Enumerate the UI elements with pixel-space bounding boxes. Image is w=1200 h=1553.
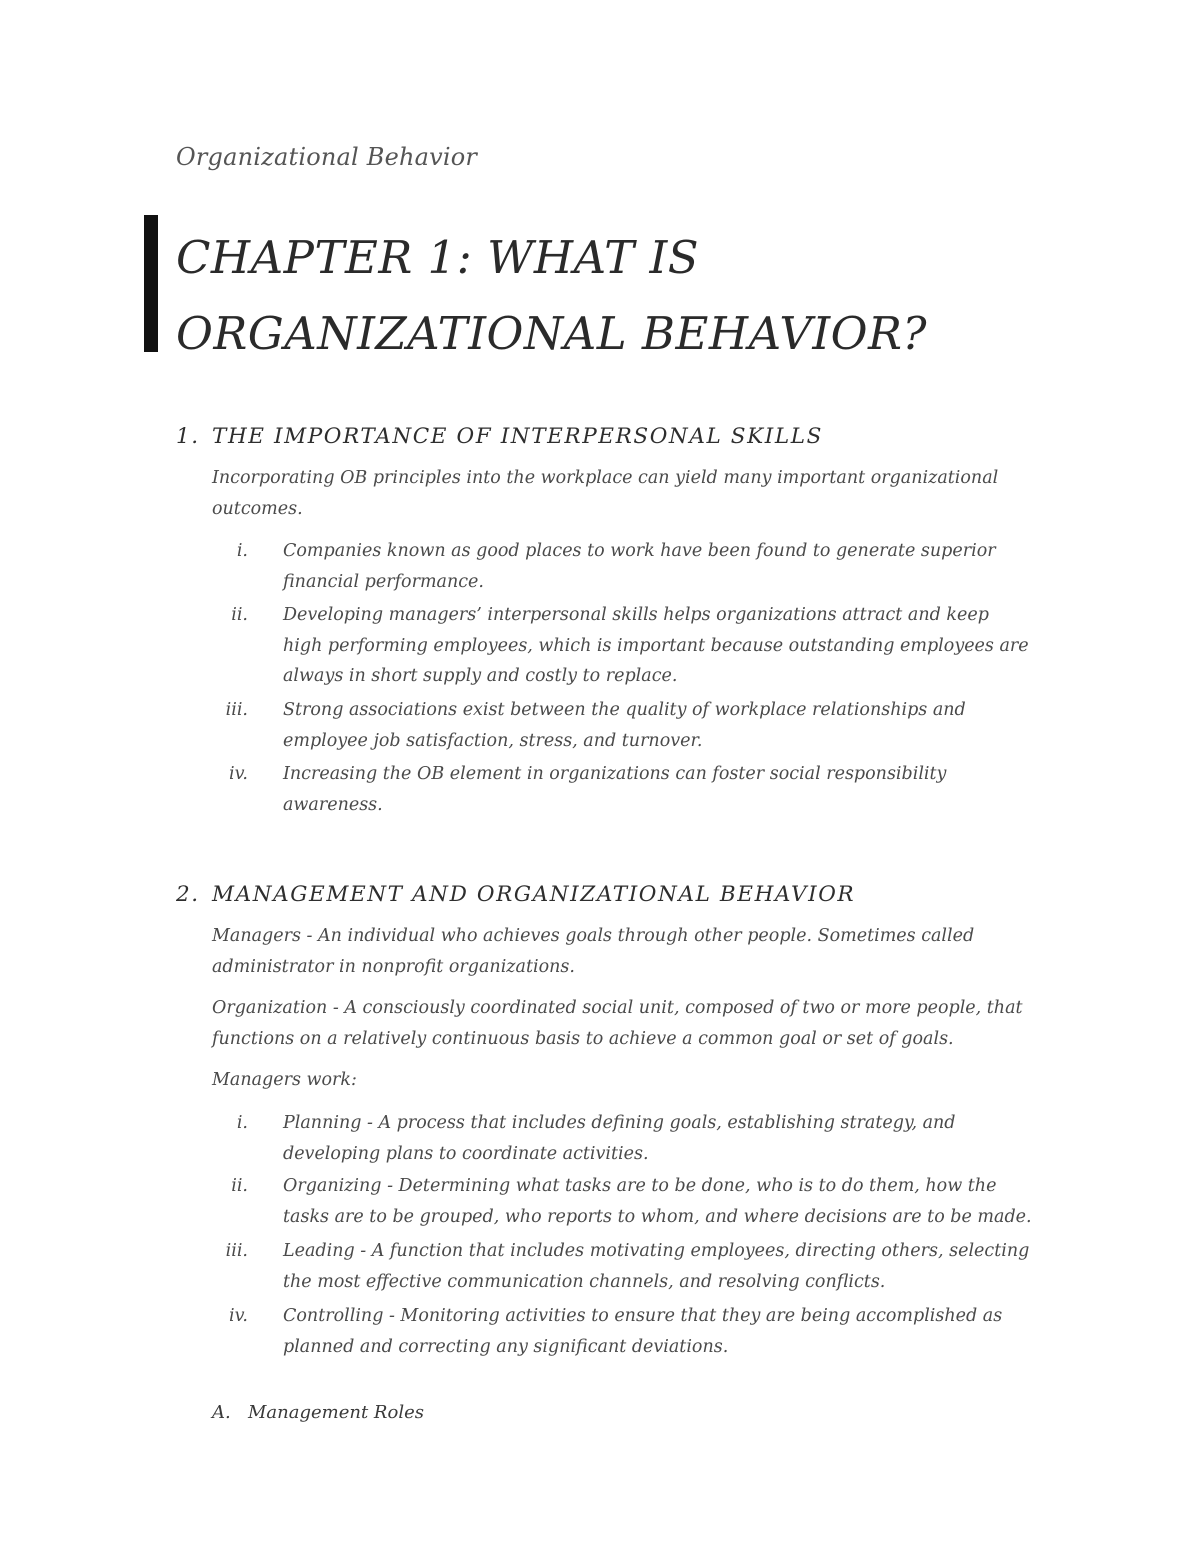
chapter-accent-bar — [144, 215, 158, 352]
list-item-text: Increasing the OB element in organizations can foster social responsibility awareness. — [283, 764, 947, 815]
chapter-title — [176, 220, 1076, 372]
managers-definition: Managers - An individual who achieves goals through other people. Sometimes called administrator in nonprofit organizations. — [212, 926, 975, 977]
list-marker: iii. — [225, 700, 248, 720]
chapter-title-line2: ORGANIZATIONAL BEHAVIOR? — [176, 307, 928, 360]
section-number: 2. — [176, 882, 200, 907]
section-number: 1. — [176, 424, 200, 449]
list-marker: ii. — [231, 605, 248, 625]
list-marker: iv. — [229, 764, 248, 784]
list-marker: ii. — [231, 1176, 248, 1196]
section-title: MANAGEMENT AND ORGANIZATIONAL BEHAVIOR — [212, 882, 856, 907]
subsection-title: Management Roles — [248, 1402, 424, 1423]
list-item-text: Companies known as good places to work have been found to generate superior financial performance. — [283, 541, 996, 592]
subsection-marker: A. — [212, 1402, 231, 1423]
list-marker: i. — [236, 541, 248, 561]
running-header: Organizational Behavior — [176, 143, 478, 171]
list-marker: iii. — [225, 1241, 248, 1261]
subsection-heading — [212, 1402, 424, 1423]
list-marker: iv. — [229, 1306, 248, 1326]
list-marker: i. — [236, 1113, 248, 1133]
list-item-text: Developing managers’ interpersonal skills helps organizations attract and keep high performing employees, which is important because outstanding employees are always in short supply and costly to replace. — [283, 605, 1029, 686]
list-item-text: Organizing - Determining what tasks are to be done, who is to do them, how the tasks are to be grouped, who reports to whom, and where decisions are to be made. — [283, 1176, 1032, 1227]
list-item-text: Controlling - Monitoring activities to ensure that they are being accomplished as planned and correcting any significant deviations. — [283, 1306, 1003, 1357]
section-heading-1 — [176, 424, 823, 449]
managers-work-label: Managers work: — [212, 1070, 357, 1090]
list-item-text: Leading - A function that includes motivating employees, directing others, selecting the most effective communication channels, and resolving conflicts. — [283, 1241, 1030, 1292]
section-title: THE IMPORTANCE OF INTERPERSONAL SKILLS — [212, 424, 823, 449]
chapter-title-line1: CHAPTER 1: WHAT IS — [176, 231, 700, 284]
section-heading-2 — [176, 882, 855, 907]
list-item-text: Strong associations exist between the quality of workplace relationships and employee job satisfaction, stress, and turnover. — [283, 700, 966, 751]
section1-intro: Incorporating OB principles into the workplace can yield many important organizational outcomes. — [212, 468, 999, 519]
organization-definition: Organization - A consciously coordinated social unit, composed of two or more people, that functions on a relatively continuous basis to achieve a common goal or set of goals. — [212, 998, 1023, 1049]
list-item-text: Planning - A process that includes defining goals, establishing strategy, and developing plans to coordinate activities. — [283, 1113, 956, 1164]
